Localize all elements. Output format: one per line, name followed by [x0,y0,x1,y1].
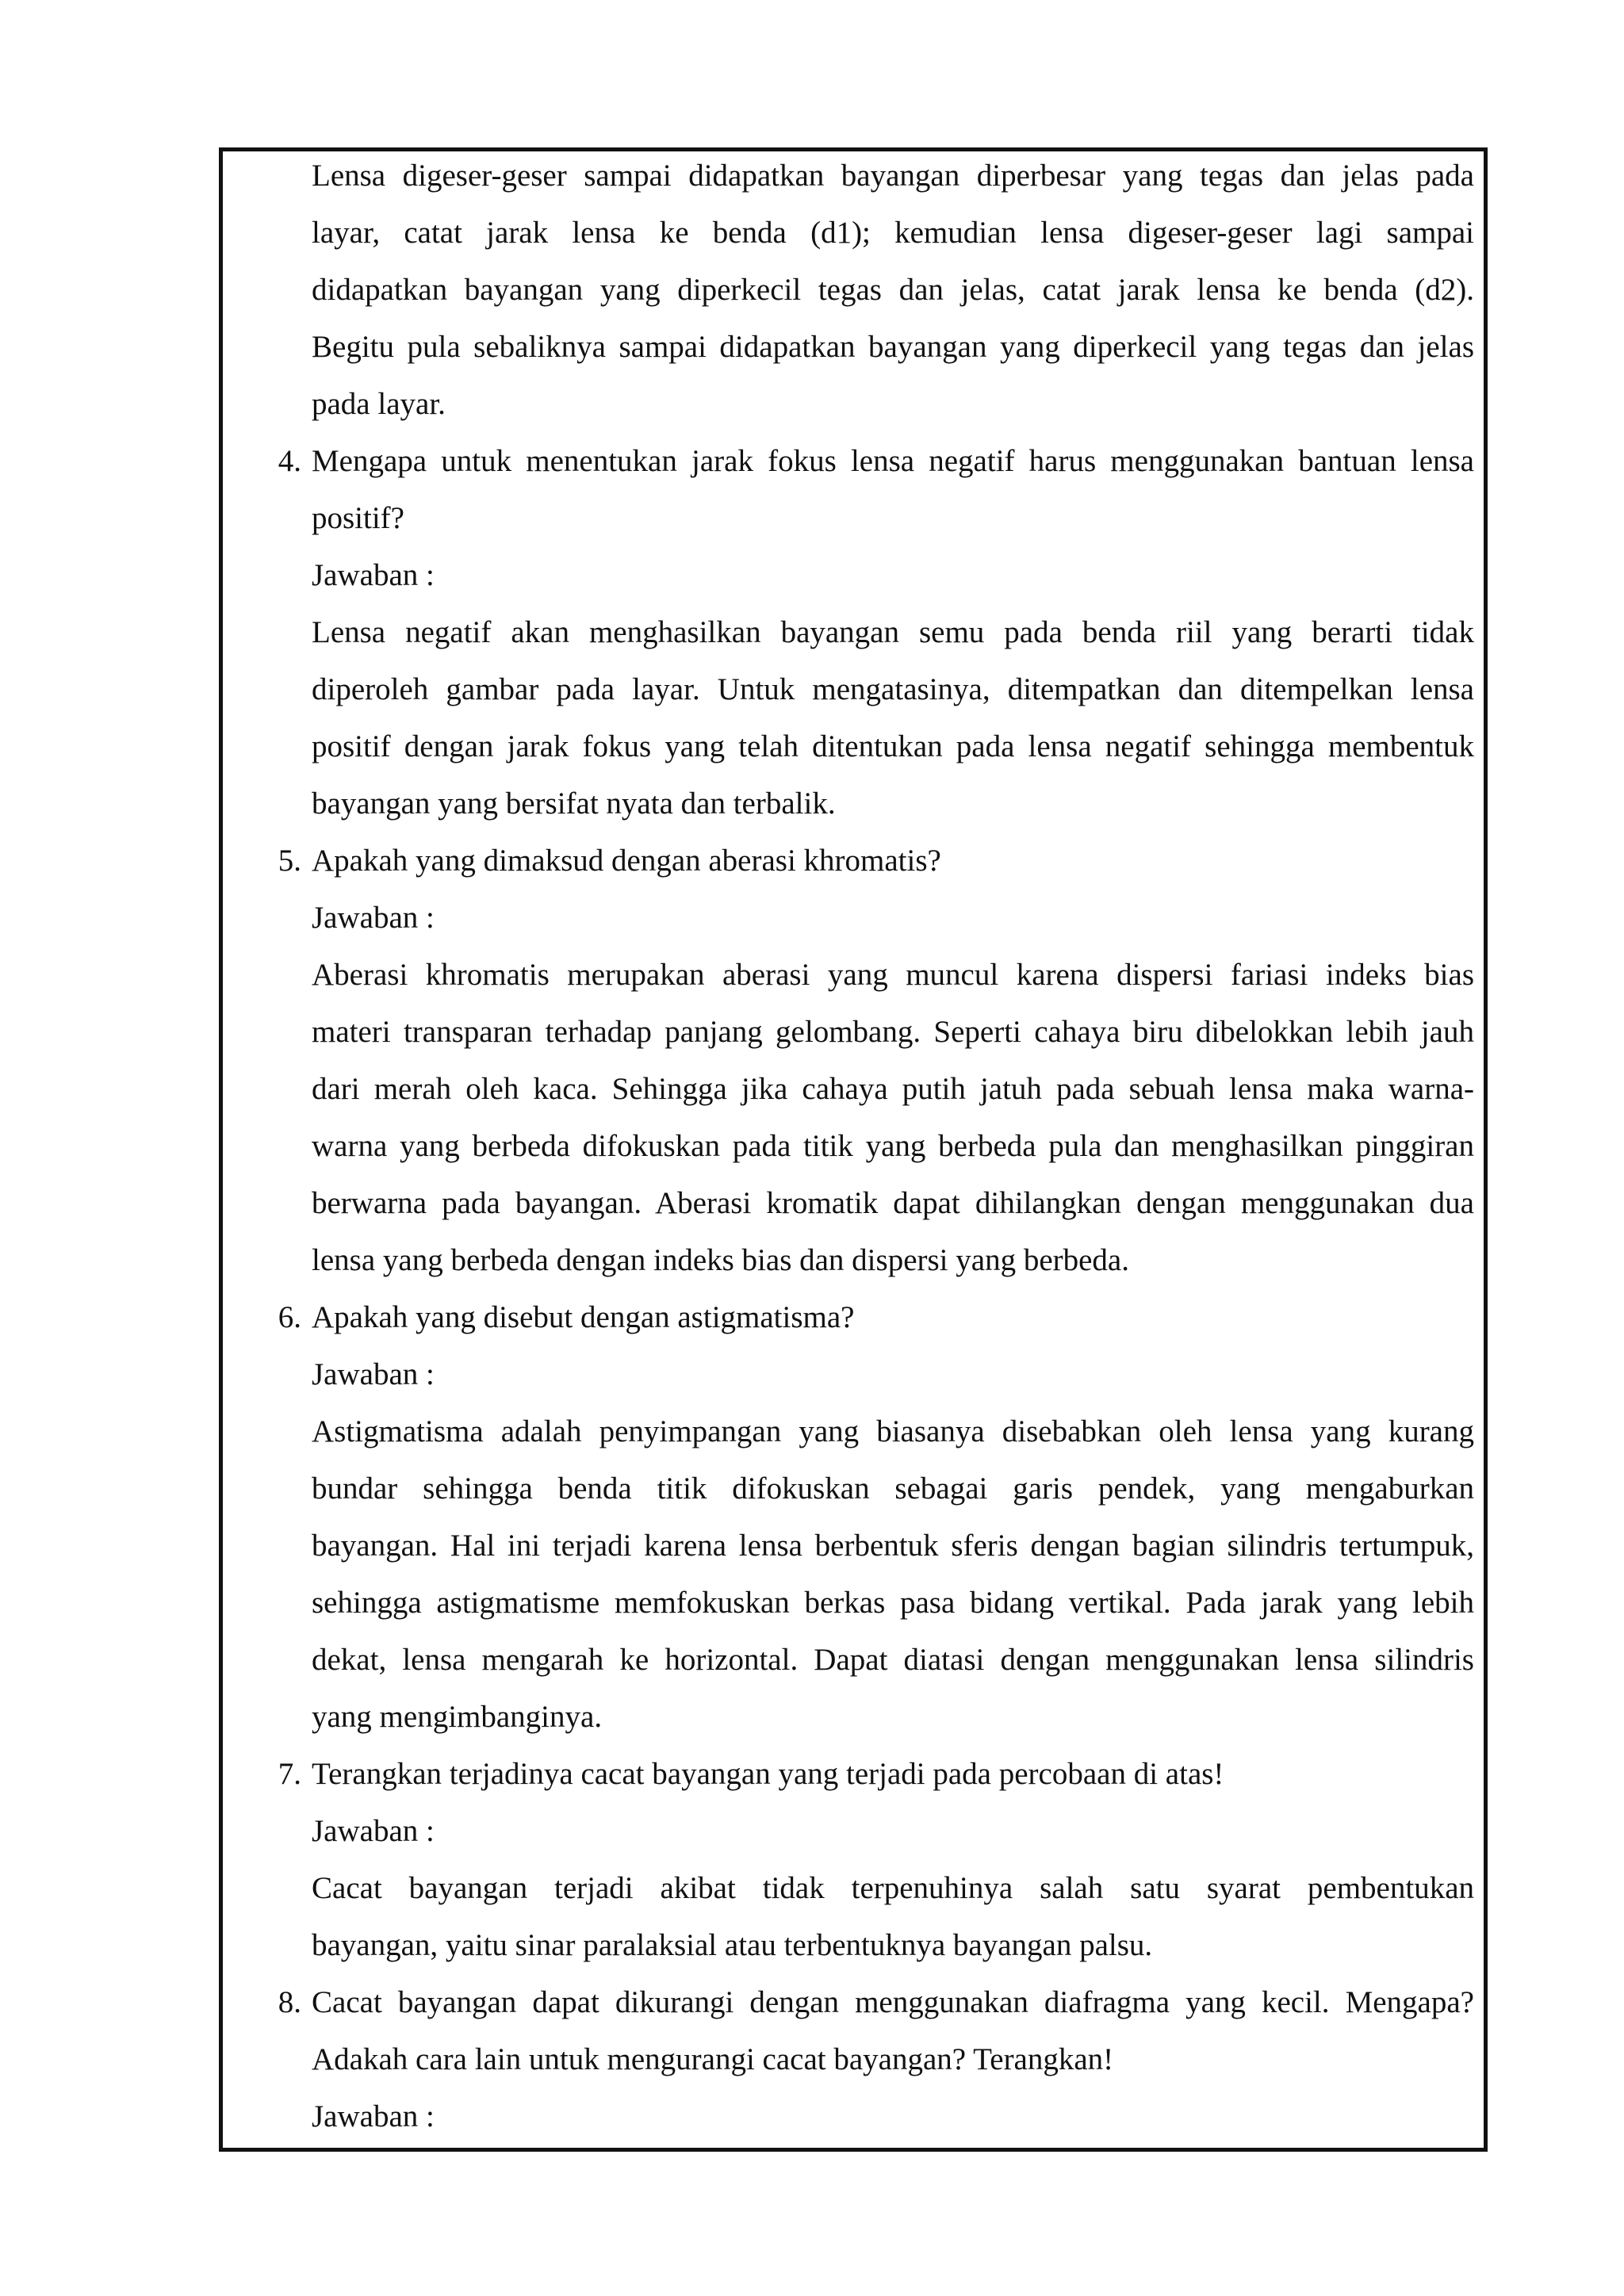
answer-line: berwarna pada bayangan. Aberasi kromatik dapat dihilangkan dengan menggunakan dua [312,1186,1474,1220]
continuation-line: Begitu pula sebaliknya sampai didapatkan bayangan yang diperkecil yang tegas dan jelas [312,330,1474,364]
continuation-line-text: layar, catat jarak lensa ke benda (d1); kemudian lensa digeser-geser lagi sampai [312,216,1474,250]
answer-line: Cacat bayangan terjadi akibat tidak terpenuhinya salah satu syarat pembentukan [312,1871,1474,1905]
answer-line: dari merah oleh kaca. Sehingga jika cahaya putih jatuh pada sebuah lensa maka warna- [312,1072,1474,1106]
item-number: 7. [278,1757,301,1791]
answer-line: positif dengan jarak fokus yang telah ditentukan pada lensa negatif sehingga membentuk [312,729,1474,763]
answer-line: materi transparan terhadap panjang gelombang. Seperti cahaya biru dibelokkan lebih jauh [312,1015,1474,1049]
question-line: Cacat bayangan dapat dikurangi dengan menggunakan diafragma yang kecil. Mengapa? [312,1985,1474,2019]
continuation-line: Lensa digeser-geser sampai didapatkan bayangan diperbesar yang tegas dan jelas pada [312,159,1474,193]
answer-line: bayangan yang bersifat nyata dan terbalik. [312,786,836,821]
continuation-line [312,205,1474,262]
answer-label: Jawaban : [312,1814,435,1848]
answer-label: Jawaban : [312,1357,435,1391]
answer-line: bayangan, yaitu sinar paralaksial atau terbentuknya bayangan palsu. [312,1928,1153,1962]
answer-line: lensa yang berbeda dengan indeks bias dan dispersi yang berbeda. [312,1243,1129,1277]
item-number: 8. [278,1985,301,2019]
answer-line: yang mengimbanginya. [312,1700,603,1734]
answer-line: bayangan. Hal ini terjadi karena lensa berbentuk sferis dengan bagian silindris tertumpuk, [312,1529,1474,1563]
question-line: Terangkan terjadinya cacat bayangan yang terjadi pada percobaan di atas! [312,1757,1224,1791]
answer-label: Jawaban : [312,2099,435,2133]
answer-line: dekat, lensa mengarah ke horizontal. Dapat diatasi dengan menggunakan lensa silindris [312,1643,1474,1677]
answer-label: Jawaban : [312,901,435,935]
continuation-line: didapatkan bayangan yang diperkecil tegas dan jelas, catat jarak lensa ke benda (d2). [312,273,1474,307]
answer-line: diperoleh gambar pada layar. Untuk mengatasinya, ditempatkan dan ditempelkan lensa [312,672,1474,706]
question-line: Adakah cara lain untuk mengurangi cacat bayangan? Terangkan! [312,2042,1114,2076]
answer-line: Astigmatisma adalah penyimpangan yang biasanya disebabkan oleh lensa yang kurang [312,1414,1474,1448]
question-line: Apakah yang disebut dengan astigmatisma? [312,1300,855,1334]
item-number: 6. [278,1300,301,1334]
answer-line: Aberasi khromatis merupakan aberasi yang muncul karena dispersi fariasi indeks bias [312,958,1474,992]
item-number: 4. [278,444,301,478]
question-line: Mengapa untuk menentukan jarak fokus lensa negatif harus menggunakan bantuan lensa [312,444,1474,478]
answer-line: sehingga astigmatisme memfokuskan berkas pasa bidang vertikal. Pada jarak yang lebih [312,1586,1474,1620]
answer-line: bundar sehingga benda titik difokuskan sebagai garis pendek, yang mengaburkan [312,1471,1474,1506]
answer-label: Jawaban : [312,558,435,592]
question-line: positif? [312,501,404,535]
continuation-line: pada layar. [312,387,446,421]
answer-line: Lensa negatif akan menghasilkan bayangan semu pada benda riil yang berarti tidak [312,615,1474,649]
item-number: 5. [278,844,301,878]
answer-line: warna yang berbeda difokuskan pada titik yang berbeda pula dan menghasilkan pinggiran [312,1129,1474,1163]
question-line: Apakah yang dimaksud dengan aberasi khromatis? [312,844,941,878]
